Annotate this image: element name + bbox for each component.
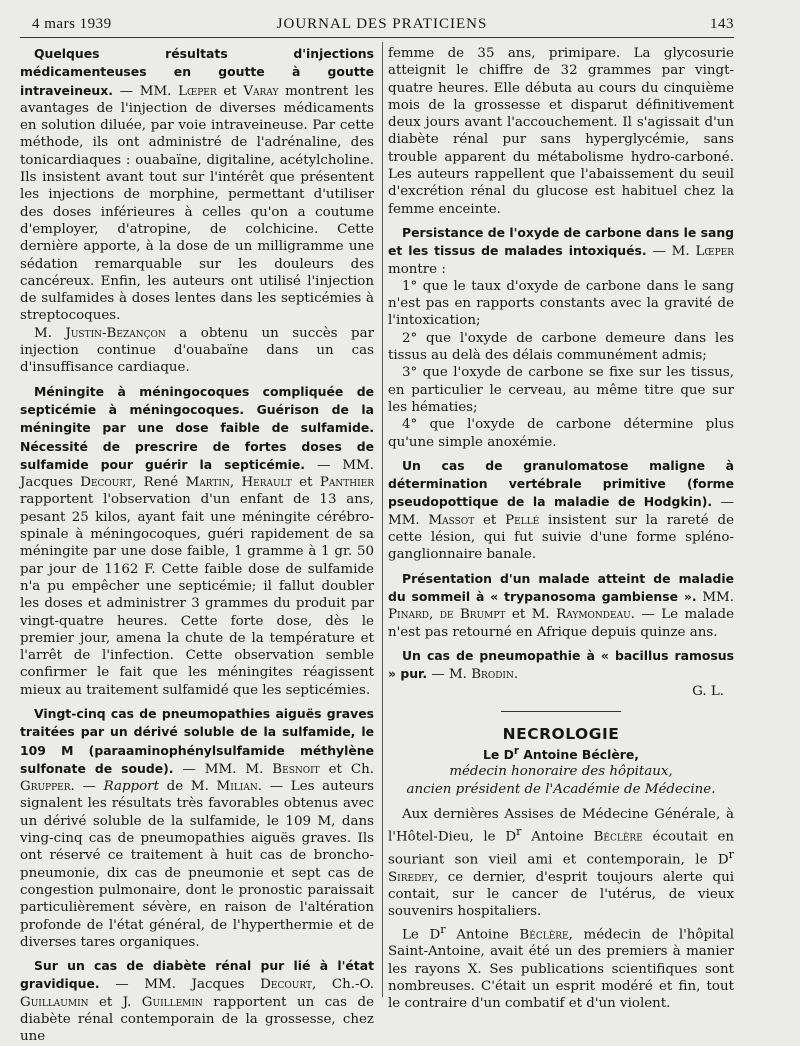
list-item: 1° que le taux d'oxyde de carbone dans le sang n'est pas en rapports constants avec la gravité de l'intoxication; bbox=[388, 278, 734, 329]
author-name: Besnoit bbox=[272, 761, 320, 777]
article-heading: Un cas de pneumopathie à « bacillus ramosus » pur. bbox=[388, 647, 734, 682]
article-meningite: Méningite à méningocoques compliquée de septicémie à méningocoques. Guérison de la méningite par une dose faible de sulfamide. Nécessité de prescrire de fortes doses de sulfamide pour guérir la septicémie. — MM. Jacques Decourt, René Martin, Herault et Panthier rapportent l'observation d'un enfant de 13 ans, pesant 25 kilos, ayant fait une méningite cérébro-spinale à méningocoques, guéri rapidement de sa méningite par une dose faible, 1 gramme à 1 gr. 50 par jour de 1162 F. Cette faible dose de sulfamide n'a pu empêcher une septicémie; il fallut doubler les doses et administrer 3 grammes du produit par vingt-quatre heures. Cette forte dose, dès le premier jour, amena la chute de la température et l'arrêt de l'infection. Cette observation semble confirmer le fait que les méningites réagissent mieux au traitement sulfamidé que les septicémies. bbox=[20, 383, 374, 698]
list-item: 4° que l'oxyde de carbone détermine plus qu'une simple anoxémie. bbox=[388, 417, 734, 450]
article-diabete: Sur un cas de diabète rénal pur lié à l'état gravidique. — MM. Jacques Decourt, Ch.-O. Guillaumin et J. Guillemin rapportent un cas de diabète rénal contemporain de la grossesse, chez une bbox=[20, 958, 374, 1045]
article-diabete-continued: femme de 35 ans, primipare. La glycosurie atteignit le chiffre de 32 grammes par vingt-quatre heures. Elle débuta au cours du cinquième mois de la grossesse et disparut définitivement deux jours avant l'accouchement. Il s'agissait d'un diabète rénal pur sans hyperglycémie, sans trouble apparent du métabolisme hydro-carboné. Les auteurs rappellent que l'abaissement du seuil d'excrétion rénal du glucose est habituel chez la femme enceinte. bbox=[388, 46, 734, 217]
author-name: Grupper bbox=[20, 779, 71, 795]
article-pneumopathies: Vingt-cinq cas de pneumopathies aiguës graves traitées par un dérivé soluble de la sulfamide, le 109 M (paraaminophénylsulfamide méthylène sulfonate de soude). — MM. M. Besnoit et Ch. Grupper. — Rapport de M. Milian. — Les auteurs signalent les résultats très favorables obtenus avec un dérivé soluble de la sulfamide, le 109 M, dans ving-cinq cas de pneumopathies aiguës graves. Ils ont réservé ce traitement à huit cas de broncho-pneumonie, dix cas de pneumonie et sept cas de congestion pulmonaire, dont le pronostic paraissait particulièrement sévère, en raison de l'altération profonde de l'état général, de l'hyperthermie et de diverses tares organiques. bbox=[20, 705, 374, 950]
author-name: Guillemin bbox=[141, 994, 203, 1010]
author-name: Herault bbox=[241, 475, 292, 491]
author-name: Martin bbox=[185, 475, 230, 491]
obituary-paragraph: Aux dernières Assises de Médecine Générale, à l'Hôtel-Dieu, le $D^r$ Antoine Béclère écoutait en souriant son vieil ami et contemporain, le $D^r$ Siredey, ce dernier, d'esprit toujours alerte qui contait, sur le cancer de l'utérus, de vieux souvenirs hospitaliers. bbox=[388, 807, 734, 920]
author-name: Justin-Bezançon bbox=[65, 325, 166, 341]
obituary-subtitle: médecin honoraire des hôpitaux, bbox=[449, 764, 673, 780]
necrologie-section bbox=[388, 726, 734, 1013]
author-name: de Brumpt bbox=[439, 607, 506, 623]
author-name: Massot bbox=[428, 512, 475, 528]
section-title: NECROLOGIE bbox=[502, 724, 620, 743]
author-name: Pinard bbox=[388, 607, 429, 623]
list-item: 3° que l'oxyde de carbone se fixe sur les tissus, en particulier le cerveau, au même titre que sur les hématies; bbox=[388, 365, 734, 415]
article-oxyde-carbone: Persistance de l'oxyde de carbone dans le sang et les tissus de malades intoxiqués. — M. Lœper montre : 1° que le taux d'oxyde de carbone dans le sang n'est pas en rapports constants avec la gravité de l'intoxication; 2° que l'oxyde de carbone demeure dans les tissus au delà des délais communément admis; 3° que l'oxyde de carbone se fixe sur les tissus, en particulier le cerveau, au même titre que sur les hématies; 4° que l'oxyde de carbone détermine plus qu'une simple anoxémie. bbox=[388, 224, 735, 450]
person-name: Siredey bbox=[388, 869, 434, 885]
author-name: Lœper bbox=[695, 244, 734, 260]
person-name: Béclère bbox=[593, 829, 643, 845]
right-column bbox=[388, 45, 734, 1013]
page-header bbox=[30, 14, 734, 38]
list-item: 2° que l'oxyde de carbone demeure dans les tissus au delà des délais communément admis; bbox=[388, 330, 734, 364]
obituary-paragraph: Le $D^r$ Antoine Béclère, médecin de l'hôpital Saint-Antoine, avait été un des premiers à manier les rayons X. Ses publications scientifiques sont nombreuses. C'était un esprit modéré et fin, tout le contraire d'un combatif et d'un violent. bbox=[388, 922, 734, 1012]
header-date: 4 mars 1939 bbox=[32, 16, 112, 32]
article-heading: Sur un cas de diabète rénal pur lié à l'état gravidique. bbox=[20, 958, 374, 992]
article-granulomatose: Un cas de granulomatose maligne à détermination vertébrale primitive (forme pseudopottique de la maladie de Hodgkin). — MM. Massot et Pellé insistent sur la rareté de cette lésion, qui fut suivie d'une forme spléno-ganglionnaire banale. bbox=[388, 457, 735, 563]
article-pneumopathie-bacillus: Un cas de pneumopathie à « bacillus ramosus » pur. — M. Brodin. G. L. bbox=[388, 647, 734, 700]
article-injections: Quelques résultats d'injections médicamenteuses en goutte à goutte intraveineux. — MM. Lœper et Varay montrent les avantages de l'injection de diverses médicaments en solution diluée, par voie intraveineuse. Par cette méthode, ils ont administré de l'adrénaline, des tonicardiaques : ouabaïne, digitaline, acétylcholine. Ils insistent avant tout sur l'intérêt que présentent les injections de morphine, permettant d'utiliser des doses inférieures à celles qu'on a coutume d'employer, d'atropine, de colchicine. Cette dernière apporte, à la dose de un milligramme une sédation remarquable sur les douleurs des cancéreux. Enfin, les auteurs ont utilisé l'injection de sulfamides à doses lentes dans les septicémies à streptocoques. M. Justin-Bezançon a obtenu un succès par injection continue d'ouabaïne dans un cas d'insuffisance cardiaque. bbox=[20, 46, 374, 376]
article-heading: Vingt-cinq cas de pneumopathies aiguës graves traitées par un dérivé soluble de la sulfamide, le 109 M (paraaminophénylsulfamide méthylène sulfonate de soude). bbox=[20, 705, 374, 776]
article-heading: Méningite à méningocoques compliquée de septicémie à méningocoques. Guérison de la méningite par une dose faible de sulfamide. Nécessité de prescrire de fortes doses de sulfamide pour guérir la septicémie. bbox=[20, 383, 374, 472]
article-heading: Présentation d'un malade atteint de maladie du sommeil à « trypanosoma gambiense ». bbox=[388, 570, 734, 604]
author-name: Pellé bbox=[505, 512, 540, 528]
obituary-name: Le $D^r$ Antoine Béclère, bbox=[482, 744, 639, 763]
signature: G. L. bbox=[692, 684, 724, 700]
article-maladie-sommeil: Présentation d'un malade atteint de maladie du sommeil à « trypanosoma gambiense ». MM. Pinard, de Brumpt et M. Raymondeau. — Le malade n'est pas retourné en Afrique depuis quinze ans. bbox=[388, 570, 735, 640]
author-name: Raymondeau bbox=[556, 607, 631, 623]
author-name: Panthier bbox=[319, 475, 374, 491]
person-name: Béclère bbox=[519, 927, 569, 943]
author-name: Varay bbox=[243, 83, 279, 99]
article-heading: Persistance de l'oxyde de carbone dans le sang et les tissus de malades intoxiqués. bbox=[388, 224, 735, 259]
journal-title: JOURNAL DES PRATICIENS bbox=[276, 16, 488, 32]
author-name: Decourt bbox=[80, 475, 132, 491]
page-number: 143 bbox=[710, 16, 734, 32]
author-name: Milian bbox=[216, 779, 258, 795]
article-heading: Quelques résultats d'injections médicamenteuses en goutte à goutte intraveineux. bbox=[20, 46, 374, 98]
section-rule bbox=[501, 711, 621, 712]
left-column bbox=[20, 45, 374, 1046]
column-divider bbox=[382, 42, 383, 997]
obituary-subtitle: ancien président de l'Académie de Médecine. bbox=[406, 781, 716, 797]
author-name: Guillaumin bbox=[20, 994, 89, 1010]
article-heading: Un cas de granulomatose maligne à détermination vertébrale primitive (forme pseudopottique de la maladie de Hodgkin). bbox=[388, 457, 734, 510]
author-name: Decourt bbox=[260, 977, 312, 993]
author-name: Lœper bbox=[178, 83, 217, 99]
header-rule bbox=[20, 37, 734, 38]
author-name: Brodin bbox=[471, 667, 514, 683]
